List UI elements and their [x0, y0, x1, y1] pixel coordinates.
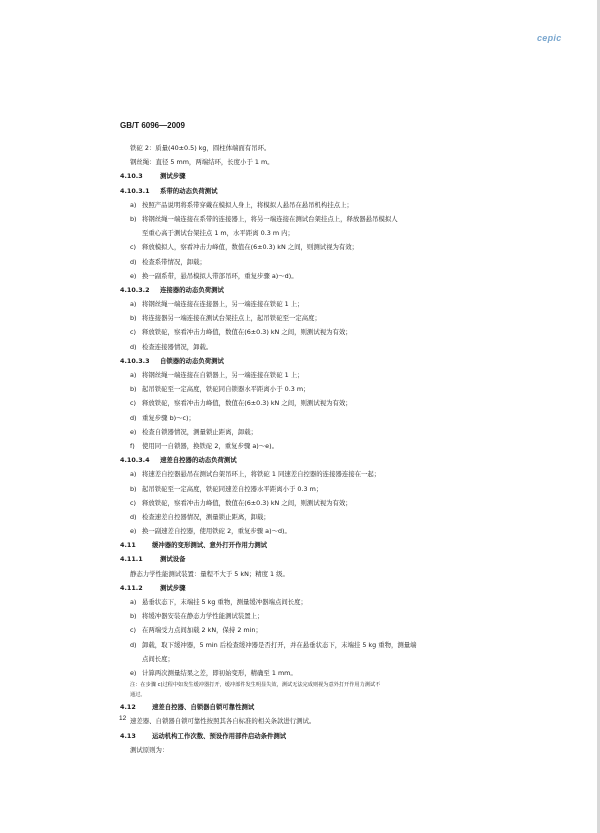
paragraph-line: 钢丝绳：直径 5 mm，两端结环，长度小于 1 m。	[130, 158, 274, 167]
list-item-text: 使用同一自锁器，换铁砣 2，重复步骤 a)～e)。	[142, 441, 278, 450]
section-heading	[120, 552, 508, 566]
section-number: 4.10.3.2	[120, 285, 150, 294]
list-item	[120, 255, 508, 269]
list-marker: c)	[130, 399, 137, 408]
list-item	[120, 510, 508, 524]
section-number: 4.12	[120, 703, 136, 712]
list-item-text: 释放铁砣，察看冲击力峰值，数值在(6±0.3) kN 之间，则测试视为有效；	[142, 399, 352, 408]
section-heading	[120, 169, 508, 183]
list-item-text: 按照产品说明将系带穿戴在模拟人身上，将模拟人悬吊在悬吊机构挂点上；	[142, 200, 353, 209]
list-marker: a)	[130, 300, 137, 309]
list-marker: c)	[130, 498, 137, 507]
list-marker: b)	[130, 385, 137, 394]
list-marker: d)	[130, 512, 137, 521]
list-item	[120, 368, 508, 382]
section-number: 4.13	[120, 731, 136, 740]
list-item	[120, 609, 508, 623]
list-marker: b)	[130, 484, 137, 493]
list-item	[120, 396, 508, 410]
list-item	[120, 325, 508, 339]
section-number: 4.11	[120, 541, 136, 550]
list-item	[120, 638, 508, 652]
list-item-text: 悬垂状态下，末端挂 5 kg 重物，测量缓冲器端点间长度；	[142, 598, 307, 606]
section-heading	[120, 729, 508, 743]
list-item	[120, 212, 508, 226]
page-number: 12	[119, 715, 127, 722]
list-item	[120, 496, 508, 510]
list-item	[120, 595, 508, 609]
list-marker: b)	[130, 612, 137, 621]
section-title: 运动机构工作次数、预设作用部件启动条件测试	[152, 731, 287, 740]
section-title: 系带的动态负荷测试	[160, 186, 218, 195]
list-item	[120, 524, 508, 538]
list-marker: c)	[130, 626, 137, 635]
list-item	[120, 269, 508, 283]
paragraph-line: 铁砣 2：质量(40±0.5) kg，圆柱体端面有吊环。	[130, 144, 271, 152]
standard-number-header: GB/T 6096—2009	[120, 121, 185, 130]
list-item-text: 将钢丝绳一端连接在系带的连接器上，将另一端连接在测试台架挂点上，释放器悬吊模拟人	[142, 214, 398, 223]
section-heading	[120, 538, 508, 552]
list-marker: d)	[130, 342, 137, 351]
watermark-logo: cepic	[537, 33, 562, 43]
section-title: 自锁器的动态负荷测试	[160, 356, 224, 365]
section-heading	[120, 453, 508, 467]
list-marker: d)	[130, 640, 137, 649]
list-item	[120, 623, 508, 637]
section-title: 测试步骤	[160, 583, 186, 592]
list-marker: e)	[130, 527, 137, 536]
list-marker: b)	[130, 314, 137, 323]
list-item-text: 释放铁砣，察看冲击力峰值，数值在(6±0.3) kN 之间，则测试视为有效；	[142, 328, 352, 337]
list-item	[120, 297, 508, 311]
list-marker: e)	[130, 668, 137, 677]
section-number: 4.10.3.1	[120, 186, 150, 195]
list-item	[120, 198, 508, 212]
section-heading	[120, 283, 508, 297]
list-item-text: 释放铁砣，察看冲击力峰值，数值在(6±0.3) kN 之间，则测试视为有效；	[142, 498, 352, 507]
list-item	[120, 240, 508, 254]
list-marker: e)	[130, 427, 137, 436]
list-item	[120, 666, 508, 680]
list-item-text: 在两端受力点间加载 2 kN，保持 2 min；	[142, 626, 262, 635]
list-item	[120, 482, 508, 496]
list-marker: a)	[130, 200, 137, 209]
list-marker: c)	[130, 328, 137, 337]
list-item	[120, 411, 508, 425]
list-item-text: 将缓冲器安装在静态力学性能测试装置上；	[142, 612, 264, 621]
list-item-text: 检查系带情况，卸载；	[142, 257, 206, 266]
section-number: 4.11.1	[120, 555, 143, 564]
list-marker: d)	[130, 413, 137, 422]
list-item-continuation: 至重心高于测试台架挂点 1 m，水平距离 0.3 m 内；	[142, 229, 294, 238]
list-item	[120, 311, 508, 325]
paragraph-line: 静态力学性能测试装置：量程不大于 5 kN；精度 1 级。	[130, 569, 289, 578]
list-item-continuation: 点间长度；	[142, 654, 174, 663]
document-body	[120, 141, 508, 757]
list-item	[120, 382, 508, 396]
list-item-text: 将速差自控器悬吊在测试台架吊环上，将铁砣 1 同速差自控器的连接器连接在一起；	[142, 470, 381, 479]
list-item-text: 计算两次测量结果之差，即初始变形，精确至 1 mm。	[142, 668, 297, 677]
list-marker: c)	[130, 243, 137, 252]
paragraph-line: 速差器、自锁器自锁可靠性按照其各自标准的相关条款进行测试。	[130, 717, 316, 726]
section-title: 测试设备	[160, 555, 186, 564]
list-marker: b)	[130, 214, 137, 223]
paragraph-line: 测试原则为：	[130, 745, 169, 754]
list-item	[120, 439, 508, 453]
section-heading	[120, 700, 508, 714]
list-item-text: 换一副系带，悬吊模拟人带部吊环，重复步骤 a)～d)。	[142, 271, 298, 280]
list-item-text: 检查连接器情况，卸载。	[142, 342, 213, 351]
list-item-text: 检查速差自控器情况，测量锁止距离，卸载；	[142, 512, 270, 521]
list-item-text: 重复步骤 b)～c)；	[142, 413, 195, 422]
section-title: 测试步骤	[160, 172, 186, 181]
section-heading	[120, 184, 508, 198]
section-heading	[120, 354, 508, 368]
list-item	[120, 425, 508, 439]
list-item-text: 检查自锁器情况，测量锁止距离，卸载；	[142, 427, 258, 436]
note-line: 注：在步骤 c)过程中如发生缓冲器打开，缓冲部件发生明显失效，测试无法完成则视为意外打开作用力测试不	[130, 682, 381, 689]
list-item-text: 释放模拟人，察看冲击力峰值，数值在(6±0.3) kN 之间，则测试视为有效；	[142, 243, 359, 252]
list-item	[120, 340, 508, 354]
list-marker: a)	[130, 598, 137, 606]
list-item-text: 卸载，取下缓冲器，5 min 后检查缓冲器是否打开，并在悬垂状态下，末端挂 5 kg 重物，测量端	[142, 640, 417, 649]
list-item-text: 将连接器另一端连接在测试台架挂点上，起吊铁砣至一定高度；	[142, 314, 321, 323]
list-marker: f)	[130, 441, 135, 450]
section-number: 4.10.3.3	[120, 356, 150, 365]
list-marker: a)	[130, 371, 137, 379]
list-item	[120, 467, 508, 481]
list-item-text: 换一副速差自控器，使用铁砣 2，重复步骤 a)～d)。	[142, 527, 291, 536]
list-item-text: 起吊铁砣至一定高度，铁砣同自锁器水平距离小于 0.3 m；	[142, 385, 310, 394]
section-title: 速差自控器、自锁器自锁可靠性测试	[152, 703, 255, 712]
section-title: 缓冲器的变形测试、意外打开作用力测试	[152, 541, 268, 550]
note-line: 通过。	[130, 692, 146, 699]
section-title: 连接器的动态负荷测试	[160, 285, 224, 294]
list-item-text: 将钢丝绳一端连接在自锁器上，另一端连接在铁砣 1 上；	[142, 371, 304, 379]
list-marker: a)	[130, 470, 137, 479]
list-marker: e)	[130, 271, 137, 280]
list-item-text: 起吊铁砣至一定高度，铁砣同速差自控器水平距离小于 0.3 m；	[142, 484, 323, 493]
list-marker: d)	[130, 257, 137, 266]
section-number: 4.10.3	[120, 172, 143, 181]
list-item-text: 将钢丝绳一端连接在连接器上，另一端连接在铁砣 1 上；	[142, 300, 304, 309]
section-title: 速差自控器的动态负荷测试	[160, 456, 237, 465]
section-number: 4.10.3.4	[120, 456, 150, 465]
section-heading	[120, 581, 508, 595]
section-number: 4.11.2	[120, 583, 143, 592]
